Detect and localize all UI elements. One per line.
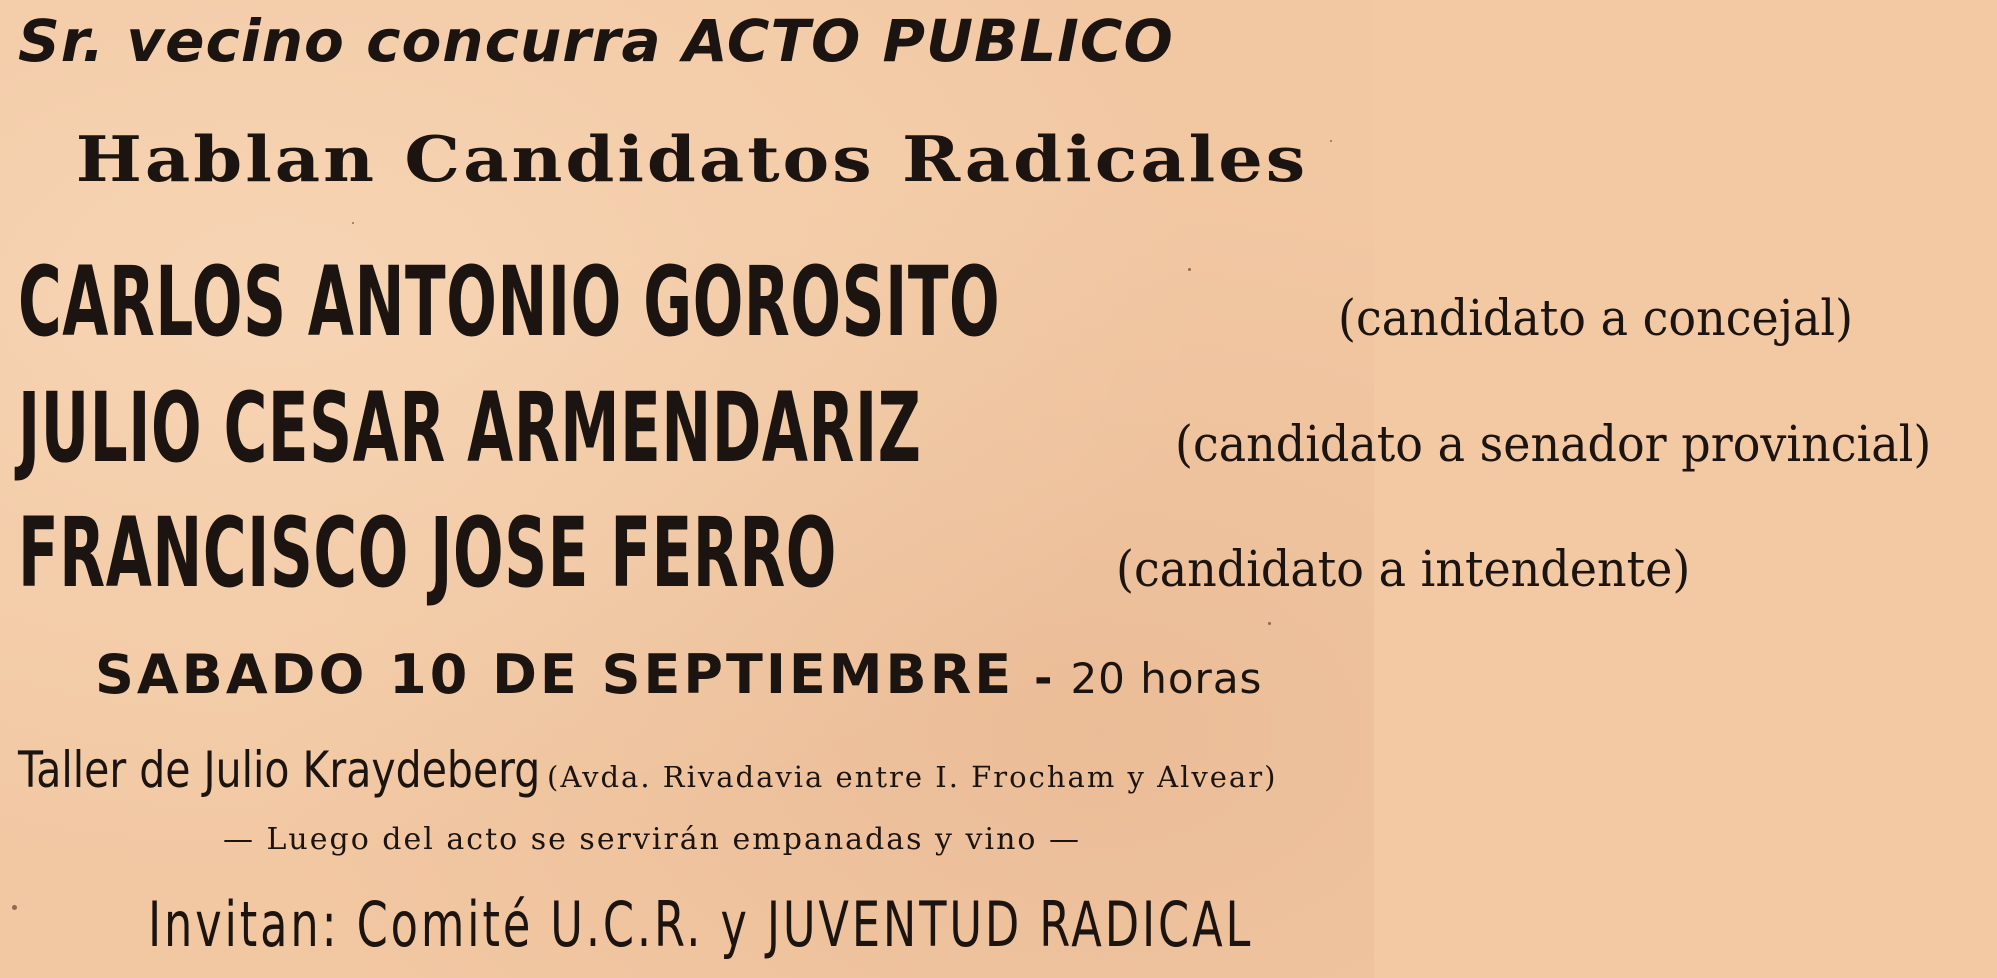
date-separator: - [1034, 653, 1053, 704]
candidate-role: (candidato a concejal) [1338, 289, 1854, 347]
paper-speck [1268, 622, 1271, 625]
candidate-role: (candidato a intendente) [1116, 540, 1691, 598]
candidate-row [18, 497, 1740, 609]
event-date-line [95, 643, 1263, 706]
paper-speck [352, 222, 354, 224]
invite-line: Invitan: Comité U.C.R. y JUVENTUD RADICAL [148, 888, 1254, 961]
candidate-row [18, 372, 1997, 484]
venue-address: (Avda. Rivadavia entre I. Frocham y Alvear) [547, 760, 1278, 794]
candidate-name: FRANCISCO JOSE FERRO [18, 497, 838, 609]
paper-speck [1330, 140, 1332, 142]
event-time: 20 horas [1070, 654, 1263, 703]
headline: Sr. vecino concurra ACTO PUBLICO [18, 7, 1174, 75]
paper-speck [12, 905, 17, 910]
subhead: Hablan Candidatos Radicales [75, 121, 1309, 197]
candidate-role: (candidato a senador provincial) [1175, 415, 1932, 473]
venue-name: Taller de Julio Kraydeberg [18, 741, 541, 799]
candidate-name: JULIO CESAR ARMENDARIZ [18, 372, 922, 484]
refreshment-note: — Luego del acto se servirán empanadas y vino — [222, 822, 1082, 857]
event-date: SABADO 10 DE SEPTIEMBRE [95, 643, 1015, 706]
venue-line [18, 741, 1278, 799]
paper-speck [1188, 268, 1191, 271]
candidate-name: CARLOS ANTONIO GOROSITO [18, 246, 1001, 358]
candidate-row [18, 246, 1898, 358]
